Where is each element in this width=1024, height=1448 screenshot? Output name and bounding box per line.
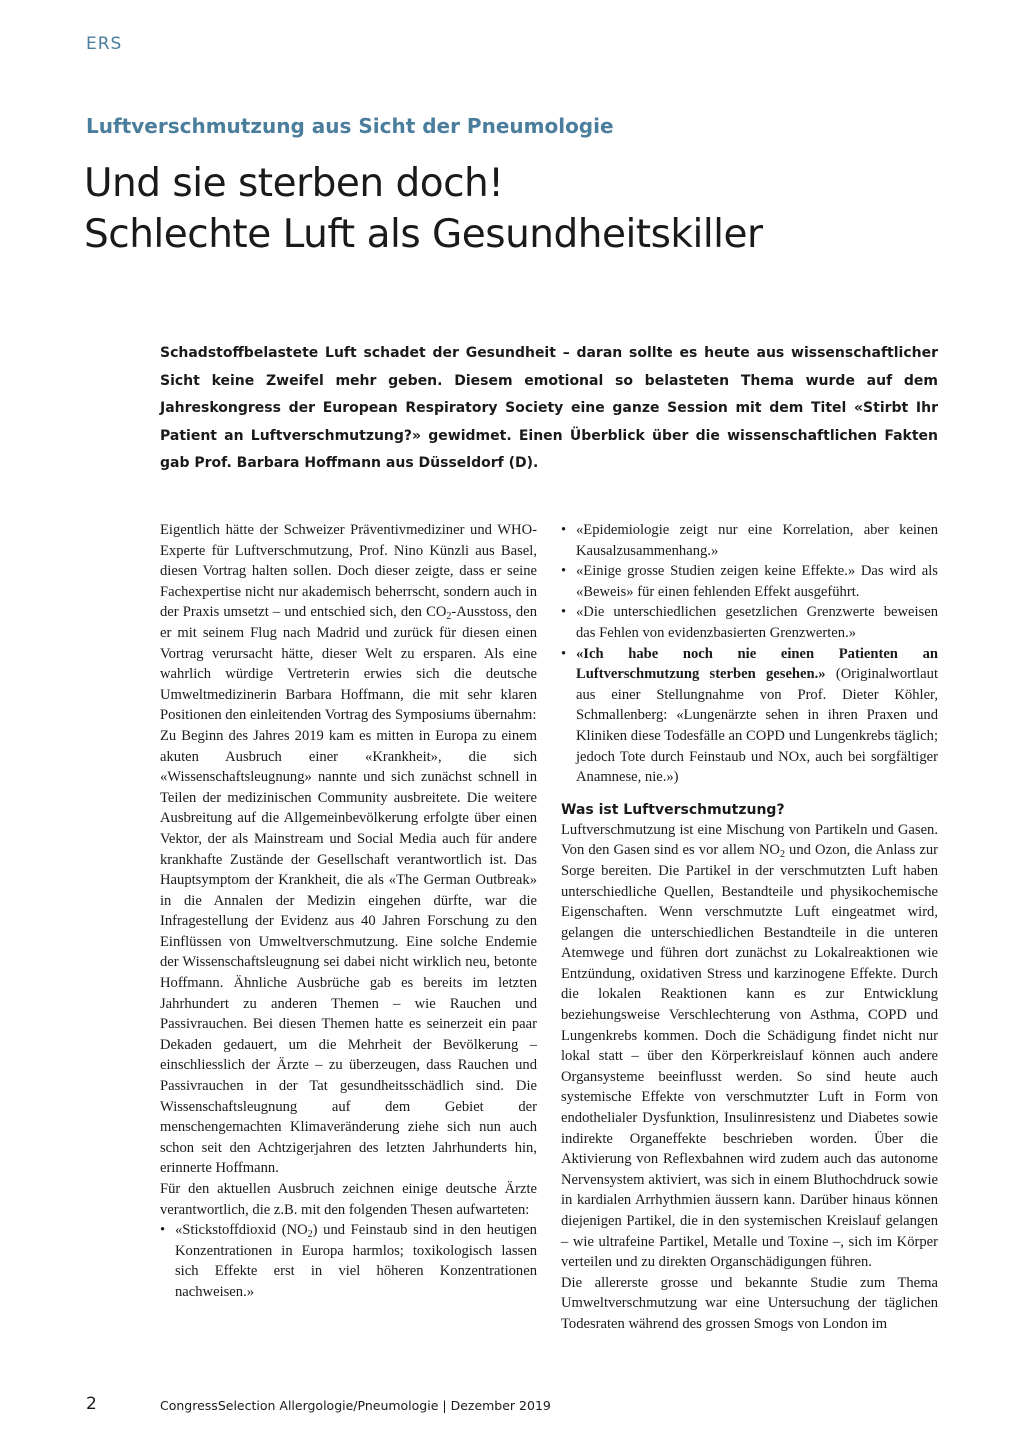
bullet-icon: • [561,522,567,538]
article-title [84,158,944,260]
text-run: «Epidemiologie zeigt nur eine Korrelation, aber keinen Kausalzusammenhang.» [576,522,938,559]
text-run: -Ausstoss, den er mit seinem Flug nach Madrid und zurück für diesen einen Vortrag verursacht hätte, dieser Welt zu ersparen. Als eine wahrlich würdige Vertreterin erwies sich die deutsche Umweltmedizinerin Barbara Hoffmann, die mit sehr klaren Positionen den einleitenden Vortrag des Symposiums übernahm: [160,604,537,724]
list-item [160,1220,537,1302]
text-run: «Einige grosse Studien zeigen keine Effekte.» Das wird als «Beweis» für einen fehlenden Effekt ausgeführt. [576,563,938,600]
text-run: ) und Feinstaub sind in den heutigen Konzentrationen in Europa harmlos; toxikologisch lassen sich Effekte erst in viel höheren Konzentrationen nachweisen.» [175,1222,537,1300]
bold-quote: «Ich habe noch nie einen Patienten an Luftverschmutzung sterben gesehen.» [576,645,938,683]
list-item [561,561,938,602]
text-run: «Stickstoffdioxid (NO [175,1222,308,1239]
paragraph [160,520,537,726]
text-run: und Ozon, die Anlass zur Sorge bereiten. Die Partikel in der verschmutzten Luft haben unterschiedliche Quellen, Bestandteile und physikochemische Eigenschaften. Wenn verschmutzte Luft eingeatmet wird, gelangen die unterschiedlichen Bestandteile in die unteren Atemwege und führen dort zunächst zu Lokalreaktionen wie Entzündung, oxidativen Stress und karzinogene Effekte. Durch die lokalen Reaktionen kann es zur Entwicklung beziehungsweise Verschlechterung von Asthma, COPD und Lungenkrebs kommen. Doch die Schädigung findet nicht nur lokal statt – über den Körperkreislauf können auch andere Organsysteme beeinflusst werden. So sind heute auch systemische Effekte von verschmutzter Luft in Form von endothelialer Dysfunktion, Insulinresistenz und Diabetes sowie indirekte Organeffekte beschrieben worden. Über die Aktivierung von Reflexbahnen wird zudem auch das autonome Nervensystem aktiviert, was sich in einem Bluthochdruck sowie in kardialen Arrhythmien äussern kann. Darüber hinaus können diejenigen Partikel, die in den systemischen Kreislauf gelangen – wie ultrafeine Partikel, Metalle und Toxine –, sich im Körper verteilen und zu direkten Organschädigungen führen. [561,842,939,1271]
subscript: 2 [446,611,452,623]
bullet-icon: • [561,563,567,580]
body-column-right [561,520,938,1335]
list-item [561,602,938,643]
article-title-line-2: Schlechte Luft als Gesundheitskiller [84,212,763,257]
subscript: 2 [779,849,785,861]
text-run: «Die unterschiedlichen gesetzlichen Grenzwerte beweisen das Fehlen von evidenzbasierten Grenzwerten.» [576,604,938,641]
article-title-line-1: Und sie sterben doch! [84,161,504,206]
section-heading: Was ist Luftverschmutzung? [561,801,785,818]
text-run: Eigentlich hätte der Schweizer Präventivmediziner und WHO-Experte für Luftverschmutzung, Prof. Nino Künzli aus Basel, diesen Vortrag halten sollen. Doch dieser zeigte, dass er seine Fachexpertise nicht nur akademisch beherrscht, sondern auch in der Praxis umsetzt – und entschied sich, den CO [160,522,537,621]
bullet-icon: • [160,1222,166,1239]
footer-publication: CongressSelection Allergologie/Pneumologie | Dezember 2019 [160,1398,551,1413]
bullet-icon: • [561,604,567,621]
body-column-left [160,520,537,1303]
list-item [561,520,938,561]
article-kicker: Luftverschmutzung aus Sicht der Pneumologie [86,114,614,138]
text-run: Luftverschmutzung ist eine Mischung von Partikeln und Gasen. Von den Gasen sind es vor allem NO [561,821,938,859]
thesis-list [561,520,938,788]
bullet-icon: • [561,645,567,662]
text-run: (Originalwortlaut aus einer Stellungnahme von Prof. Dieter Köhler, Schmallenberg: «Lungenärzte sehen in ihren Praxen und Kliniken diese Todesfälle an COPD und Lungenkrebs täglich; jedoch Tote durch Feinstaub und NOx, auch bei sorgfältiger Anamnese, nie.») [576,666,939,786]
subscript: 2 [307,1229,313,1241]
thesis-list [160,1220,537,1302]
list-item [561,644,938,788]
paragraph: Für den aktuellen Ausbruch zeichnen einige deutsche Ärzte verantwortlich, die z.B. mit den folgenden Thesen aufwarteten: [160,1181,537,1218]
paragraph [561,820,938,1273]
article-lead: Schadstoffbelastete Luft schadet der Gesundheit – daran sollte es heute aus wissenschaftlicher Sicht keine Zweifel mehr geben. Diesem emotional so belasteten Thema wurde auf dem Jahreskongress der European Respiratory Society eine ganze Session mit dem Titel «Stirbt Ihr Patient an Luftverschmutzung?» gewidmet. Einen Überblick über die wissenschaftlichen Fakten gab Prof. Barbara Hoffmann aus Düsseldorf (D). [160,345,938,471]
paragraph: Die allererste grosse und bekannte Studie zum Thema Umweltverschmutzung war eine Untersuchung der täglichen Todesraten während des grossen Smogs von London im [561,1274,938,1332]
page-number: 2 [86,1394,97,1414]
paragraph: Zu Beginn des Jahres 2019 kam es mitten in Europa zu einem akuten Ausbruch einer «Krankheit», die sich «Wissenschaftsleugnung» nannte und sich zunächst schnell in Teilen der medizinischen Community ausbreitete. Die weitere Ausbreitung auf die Allgemeinbevölkerung erfolgte über einen Vektor, der als Mainstream und Social Media auch für andere krankhafte Zustände der Gesellschaft verantwortlich ist. Das Hauptsymptom der Krankheit, die als «The German Outbreak» in die Annalen der Medizin eingehen dürfte, war die Infragestellung der Evidenz aus 40 Jahren Forschung zu den Einflüssen von Umweltverschmutzung. Eine solche Endemie der Wissenschaftsleugnung sei dabei nicht wirklich neu, betonte Hoffmann. Ähnliche Ausbrüche gab es bereits im letzten Jahrhundert zu anderen Themen – wie Rauchen und Passivrauchen. Bei diesen Themen hatte es seinerzeit ein paar Dekaden gedauert, um die Mehrheit der Bevölkerung – einschliesslich der Ärzte – zu überzeugen, dass Rauchen und Passivrauchen in der Tat gesundheitsschädlich sind. Die Wissenschaftsleugnung auf dem Gebiet der menschengemachten Klimaveränderung ziehe sich nun auch schon seit den Achtzigerjahren des letzten Jahrhunderts hin, erinnerte Hoffmann. [160,727,537,1177]
section-tag: ERS [86,34,123,54]
